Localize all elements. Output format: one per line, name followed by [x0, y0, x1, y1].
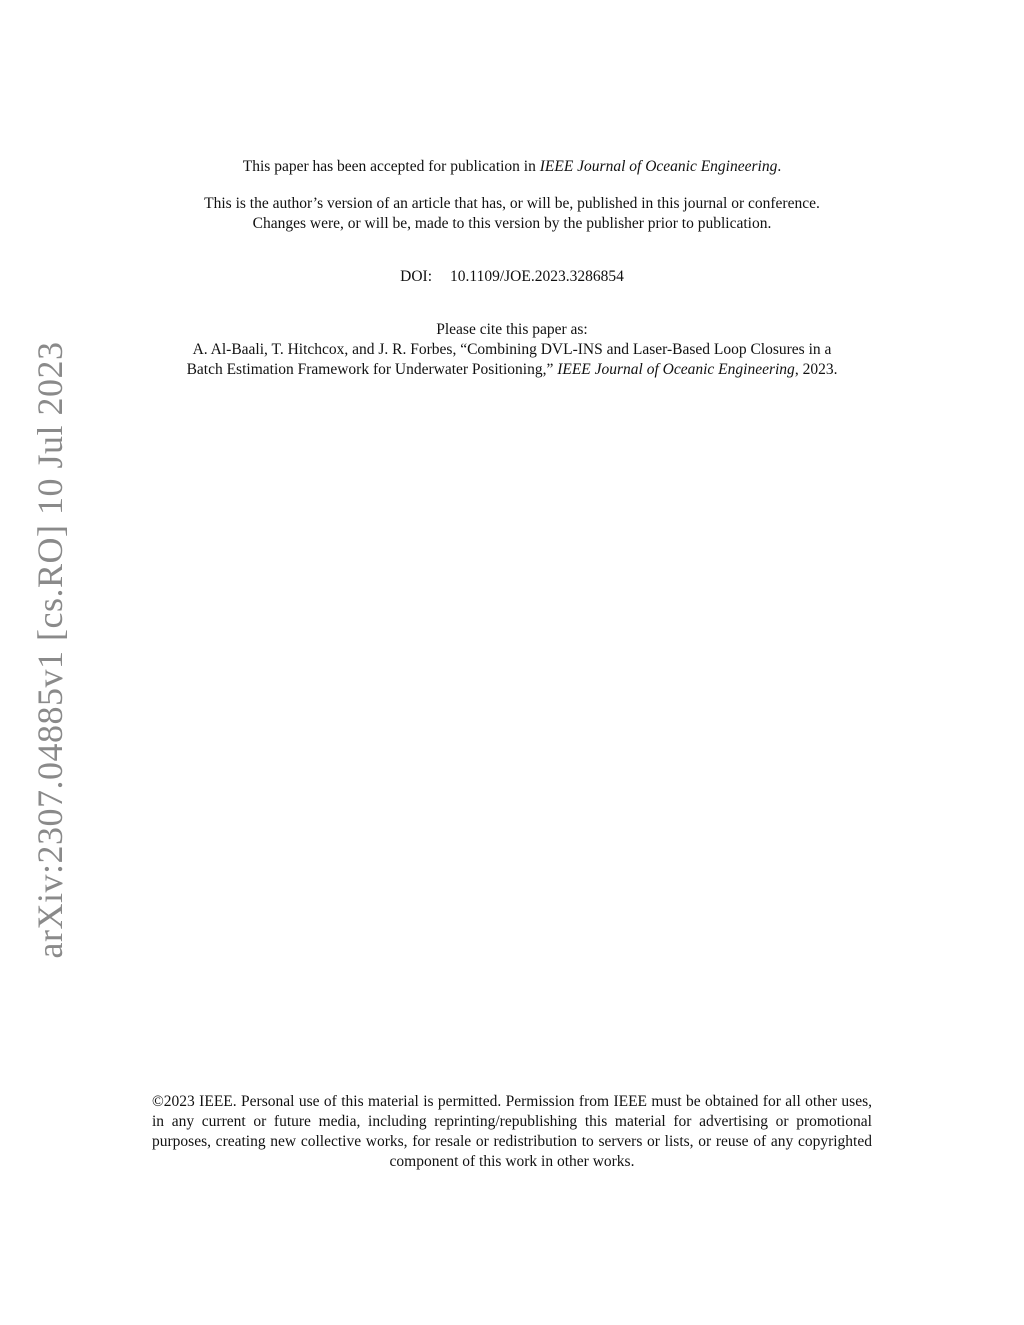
- doi-label: DOI:: [400, 268, 433, 285]
- acceptance-notice: [140, 157, 884, 177]
- arxiv-stamp: arXiv:2307.04885v1 [cs.RO] 10 Jul 2023: [30, 341, 70, 959]
- citation-line-2-suffix: , 2023.: [794, 361, 838, 378]
- copyright-notice: ©2023 IEEE. Personal use of this material is permitted. Permission from IEEE must be obtained for all other uses, in any current or future media, including reprinting/republishing this material for advertising or promotional purposes, creating new collective works, for resale or redistribution to servers or lists, or reuse of any copyrighted component of this work in other works.: [152, 1093, 872, 1170]
- doi-value: 10.1109/JOE.2023.3286854: [450, 268, 624, 285]
- citation-heading: Please cite this paper as:: [436, 321, 588, 338]
- version-notice: [140, 194, 884, 234]
- version-notice-line-2: Changes were, or will be, made to this version by the publisher prior to publication.: [252, 215, 772, 232]
- acceptance-suffix: .: [777, 158, 782, 175]
- citation-line-2-prefix: Batch Estimation Framework for Underwater Positioning,”: [186, 361, 558, 378]
- citation-line-2: [140, 360, 884, 380]
- acceptance-prefix: This paper has been accepted for publication in: [242, 158, 540, 175]
- citation-journal-name: IEEE Journal of Oceanic Engineering: [557, 361, 795, 378]
- version-notice-line-1: This is the author’s version of an article that has, or will be, published in this journal or conference.: [204, 195, 820, 212]
- journal-name: IEEE Journal of Oceanic Engineering: [539, 158, 778, 175]
- citation-block: [140, 320, 884, 380]
- doi-line: [140, 267, 884, 287]
- citation-line-1: A. Al-Baali, T. Hitchcox, and J. R. Forbes, “Combining DVL-INS and Laser-Based Loop Closures in a: [192, 341, 832, 358]
